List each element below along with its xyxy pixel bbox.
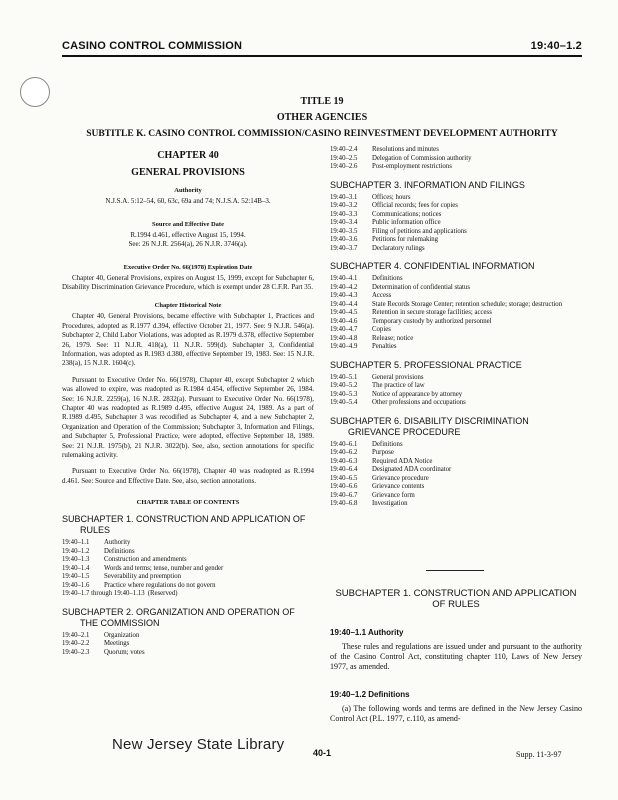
toc-list xyxy=(62,632,314,658)
toc-entry xyxy=(330,301,582,310)
toc-entry xyxy=(330,292,582,301)
toc-entry xyxy=(330,155,582,164)
toc-section-title: Access xyxy=(372,292,392,299)
supplement-date: Supp. 11-3-97 xyxy=(516,750,562,759)
toc-entry xyxy=(330,391,582,400)
header-section-number: 19:40–1.2 xyxy=(530,40,582,52)
toc-entry xyxy=(330,500,582,509)
toc-entry xyxy=(62,565,314,574)
toc-section-number: 19:40–6.1 xyxy=(330,440,358,448)
toc-section-number: 19:40–5.2 xyxy=(330,382,358,389)
section-1-1-text: These rules and regulations are issued under and pursuant to the authority of the Casino Control Act, constituting chapter 110, Laws of New Jersey 1977, as amended. xyxy=(330,642,582,671)
toc-section-title: Post-employment restrictions xyxy=(372,163,452,170)
toc-section-title: Quorum; votes xyxy=(104,648,145,656)
chapter-name: GENERAL PROVISIONS xyxy=(131,167,245,178)
section-1-2-heading: 19:40–1.2 Definitions xyxy=(330,690,410,699)
toc-section-title: Grievance form xyxy=(372,491,415,499)
toc-section-number: 19:40–6.4 xyxy=(330,466,358,473)
toc-section-number: 19:40–4.1 xyxy=(330,275,358,282)
toc-section-title: Resolutions and minutes xyxy=(372,146,439,153)
source-heading: Source and Effective Date xyxy=(152,220,224,228)
toc-section-number: 19:40–4.7 xyxy=(330,326,358,333)
toc-section-title: Petitions for rulemaking xyxy=(372,236,439,243)
toc-list xyxy=(62,539,314,599)
toc-section-number: 19:40–4.2 xyxy=(330,283,358,291)
toc-section-title: Severability and preemption xyxy=(104,573,182,581)
exec-order-text: Chapter 40, General Provisions, expires on August 15, 1999, except for Subchapter 6, Disability Discrimination Grievance Procedure, which is exempt under 28 C.F.R. Part 35. xyxy=(62,273,314,291)
authority-heading: Authority xyxy=(174,187,202,194)
toc-section-title: Words and terms; tense, number and gender xyxy=(104,564,224,572)
toc-section-title: Grievance contents xyxy=(372,483,425,490)
toc-entry xyxy=(330,492,582,501)
binder-hole xyxy=(20,77,50,107)
agency-heading: OTHER AGENCIES xyxy=(276,112,368,123)
chapter-number: CHAPTER 40 xyxy=(157,150,219,161)
toc-entry xyxy=(62,573,314,582)
toc-entry xyxy=(62,539,314,548)
exec-order-heading: Executive Order No. 66(1978) Expiration Date xyxy=(123,263,253,271)
section-1-1-heading: 19:40–1.1 Authority xyxy=(330,628,404,637)
toc-entry xyxy=(62,649,314,658)
toc-section-number: 19:40–3.7 xyxy=(330,244,358,252)
toc-entry xyxy=(62,632,314,641)
toc-continued xyxy=(330,146,582,172)
toc-entry xyxy=(62,548,314,557)
toc-section-title: Investigation xyxy=(372,500,408,507)
toc-section-number: 19:40–3.2 xyxy=(330,202,358,209)
toc-section-title: The practice of law xyxy=(372,382,425,389)
toc-entry xyxy=(330,335,582,344)
toc-entry xyxy=(62,640,314,649)
toc-section-number: 19:40–2.1 xyxy=(62,631,90,639)
toc-section-number: 19:40–2.6 xyxy=(330,163,358,170)
toc-section-number: 19:40–4.6 xyxy=(330,317,358,325)
header-rule xyxy=(62,55,582,57)
toc-subchapter-title: SUBCHAPTER 1. CONSTRUCTION AND APPLICATION OF RULES xyxy=(62,514,306,536)
toc-section-title: Definitions xyxy=(372,440,403,448)
toc-entry xyxy=(62,556,314,565)
toc-heading: CHAPTER TABLE OF CONTENTS xyxy=(136,499,240,507)
toc-section-number: 19:40–5.1 xyxy=(330,373,358,381)
toc-entry xyxy=(330,441,582,450)
toc-section-title: Release; notice xyxy=(372,334,414,342)
toc-section-title: Copies xyxy=(372,326,391,333)
toc-section-title: Filing of petitions and applications xyxy=(372,227,467,235)
toc-section-title: Authority xyxy=(104,539,131,547)
toc-section-number: 19:40–3.6 xyxy=(330,236,358,243)
toc-entry xyxy=(330,399,582,408)
toc-section-number: 19:40–2.3 xyxy=(62,648,90,656)
history-paragraph-3: Pursuant to Executive Order No. 66(1978), Chapter 40 was readopted as R.1994 d.461. See: Source and Effective Date. See, also, section annotations. xyxy=(62,467,314,485)
toc-section-title: Temporary custody by authorized personnel xyxy=(372,317,492,325)
toc-section-number: 19:40–5.4 xyxy=(330,399,358,406)
toc-section-number: 19:40–3.3 xyxy=(330,210,358,218)
toc-section-title: Definitions xyxy=(372,275,403,282)
toc-section-title: (Reserved) xyxy=(147,590,178,598)
toc-entry xyxy=(330,275,582,284)
toc-section-number: 19:40–4.4 xyxy=(330,300,358,308)
toc-entry xyxy=(330,194,582,203)
toc-section-number: 19:40–4.5 xyxy=(330,309,358,316)
toc-entry xyxy=(330,146,582,155)
toc-entry xyxy=(330,449,582,458)
toc-section-title: Penalties xyxy=(372,343,397,350)
toc-right xyxy=(330,180,582,509)
toc-entry xyxy=(62,590,314,599)
toc-section-number: 19:40–3.4 xyxy=(330,219,358,226)
toc-section-title: Determination of confidential status xyxy=(372,283,470,291)
toc-section-title: Practice where regulations do not govern xyxy=(104,581,216,589)
toc-list xyxy=(330,275,582,352)
toc-left xyxy=(62,514,314,657)
toc-section-title: Offices; hours xyxy=(372,193,411,201)
toc-section-number: 19:40–2.4 xyxy=(330,146,358,153)
toc-list xyxy=(330,374,582,408)
history-heading: Chapter Historical Note xyxy=(154,302,222,310)
toc-section-title: Definitions xyxy=(104,547,135,555)
toc-section-title: General provisions xyxy=(372,373,424,381)
toc-section-number: 19:40–5.3 xyxy=(330,390,358,398)
section-1-2-text: (a) The following words and terms are defined in the New Jersey Casino Control Act (P.L. 1977, c.110, as amend- xyxy=(330,704,582,723)
toc-entry xyxy=(330,163,582,172)
toc-section-title: Communications; notices xyxy=(372,210,442,218)
source-text xyxy=(62,231,314,250)
toc-section-title: Purpose xyxy=(372,449,394,456)
section-divider xyxy=(426,570,484,571)
toc-section-number: 19:40–6.5 xyxy=(330,474,358,482)
toc-section-number: 19:40–1.1 xyxy=(62,539,90,547)
authority-text: N.J.S.A. 5:12–54, 60, 63c, 69a and 74; N.J.S.A. 52:14B–3. xyxy=(105,197,271,205)
toc-section-title: Designated ADA coordinator xyxy=(372,466,452,473)
toc-section-title: Delegation of Commission authority xyxy=(372,154,472,162)
toc-entry xyxy=(330,236,582,245)
toc-entry xyxy=(330,211,582,220)
toc-section-title: Declaratory rulings xyxy=(372,244,425,252)
left-column xyxy=(62,146,314,657)
toc-section-number: 19:40–4.3 xyxy=(330,292,358,299)
toc-subchapter-title: SUBCHAPTER 4. CONFIDENTIAL INFORMATION xyxy=(330,261,535,271)
toc-section-title: Other professions and occupations xyxy=(372,399,466,406)
toc-section-number: 19:40–1.5 xyxy=(62,573,90,581)
toc-entry xyxy=(330,202,582,211)
toc-entry xyxy=(330,318,582,327)
toc-section-title: Construction and amendments xyxy=(104,556,187,564)
toc-subchapter-title: SUBCHAPTER 3. INFORMATION AND FILINGS xyxy=(330,179,525,190)
toc-section-number: 19:40–3.5 xyxy=(330,227,358,235)
toc-section-title: Required ADA Notice xyxy=(372,457,433,465)
subtitle-heading: SUBTITLE K. CASINO CONTROL COMMISSION/CASINO REINVESTMENT DEVELOPMENT AUTHORITY xyxy=(86,129,558,139)
title-heading: TITLE 19 xyxy=(300,96,344,107)
source-line-1: R.1994 d.461, effective August 15, 1994. xyxy=(130,230,246,239)
toc-section-number: 19:40–6.3 xyxy=(330,457,358,465)
toc-section-title: Notice of appearance by attorney xyxy=(372,390,463,398)
toc-section-number: 19:40–6.7 xyxy=(330,491,358,499)
toc-entry xyxy=(330,475,582,484)
toc-section-number: 19:40–4.8 xyxy=(330,334,358,342)
toc-subchapter-title: SUBCHAPTER 6. DISABILITY DISCRIMINATION GRIEVANCE PROCEDURE xyxy=(330,415,529,437)
toc-entry xyxy=(330,458,582,467)
toc-entry xyxy=(330,483,582,492)
toc-entry xyxy=(62,582,314,591)
toc-section-number: 19:40–1.6 xyxy=(62,581,90,589)
toc-section-title: Grievance procedure xyxy=(372,474,429,482)
toc-entry xyxy=(330,343,582,352)
toc-entry xyxy=(330,228,582,237)
toc-section-number: 19:40–3.1 xyxy=(330,193,358,201)
toc-section-number: 19:40–2.5 xyxy=(330,154,358,162)
toc-section-title: Meetings xyxy=(104,640,130,648)
toc-section-title: Organization xyxy=(104,631,140,639)
right-column xyxy=(330,146,582,509)
toc-section-number: 19:40–1.3 xyxy=(62,556,90,564)
toc-section-number: 19:40–1.4 xyxy=(62,564,90,572)
toc-section-title: State Records Storage Center; retention schedule; storage; destruction xyxy=(372,300,563,308)
body-subchapter-heading: SUBCHAPTER 1. CONSTRUCTION AND APPLICATION OF RULES xyxy=(335,588,577,610)
toc-section-number: 19:40–6.6 xyxy=(330,483,358,490)
toc-list xyxy=(330,441,582,509)
toc-section-number: 19:40–1.7 through 19:40–1.13 xyxy=(62,590,145,598)
toc-list xyxy=(330,194,582,254)
toc-entry xyxy=(330,326,582,335)
toc-entry xyxy=(330,466,582,475)
toc-section-number: 19:40–2.2 xyxy=(62,640,90,648)
toc-entry xyxy=(330,382,582,391)
toc-entry xyxy=(330,284,582,293)
toc-entry xyxy=(330,245,582,254)
toc-section-title: Retention in secure storage facilities; access xyxy=(372,309,492,316)
toc-section-number: 19:40–6.2 xyxy=(330,449,358,456)
running-header xyxy=(62,40,582,54)
header-agency: CASINO CONTROL COMMISSION xyxy=(62,40,243,52)
toc-section-title: Official records; fees for copies xyxy=(372,202,458,209)
toc-entry xyxy=(330,309,582,318)
source-line-2: See: 26 N.J.R. 2564(a), 26 N.J.R. 3746(a). xyxy=(128,240,248,248)
toc-entry xyxy=(330,219,582,228)
toc-section-number: 19:40–6.8 xyxy=(330,500,358,507)
library-stamp: New Jersey State Library xyxy=(112,736,285,753)
history-paragraph-2: Pursuant to Executive Order No. 66(1978), Chapter 40, except Subchapter 2 which was allowed to expire, was readopted as R.1984 d.454, effective September 26, 1984. See: 16 N.J.R. 2259(a), 16 N.J.R. 2832(a). Pursuant to Executive Order No. 66(1978), Chapter 40 was readopted as R.1989 d.495, effective August 24, 1989. As a part of R.1989 d.495, Subchapter 3 was recodified as Subchapter 4, and a new Subchapter 2, Organization and Operation of the Commission; Subchapter 3, Information and Filings, and Subchapter 5, Professional Practice, were adopted, effective September 18, 1989. See: 21 N.J.R. 1975(b), 21 N.J.R. 3022(b). See, also, section annotations for specific rulemaking activity. xyxy=(62,375,314,459)
toc-section-number: 19:40–1.2 xyxy=(62,547,90,555)
toc-section-title: Public information office xyxy=(372,219,441,226)
toc-subchapter-title: SUBCHAPTER 2. ORGANIZATION AND OPERATION OF THE COMMISSION xyxy=(62,606,295,628)
history-paragraph-1: Chapter 40, General Provisions, became effective with Subchapter 1, Practices and Procedures, adopted as R.1977 d.394, effective October 21, 1977. See: 9 N.J.R. 546(a). Subchapter 2, Child Labor Violations, was adopted as R.1979 d.378, effective September 26, 1979. See: 11 N.J.R. 418(a), 11 N.J.R. 599(d). Subchapter 3, Confidential Information, was adopted as R.1983 d.380, effective September 19, 1983. See: 15 N.J.R. 238(a), 15 N.J.R. 1604(c). xyxy=(62,312,314,368)
toc-entry xyxy=(330,374,582,383)
page-number: 40-1 xyxy=(313,748,332,758)
toc-section-number: 19:40–4.9 xyxy=(330,343,358,350)
toc-subchapter-title: SUBCHAPTER 5. PROFESSIONAL PRACTICE xyxy=(330,359,522,370)
